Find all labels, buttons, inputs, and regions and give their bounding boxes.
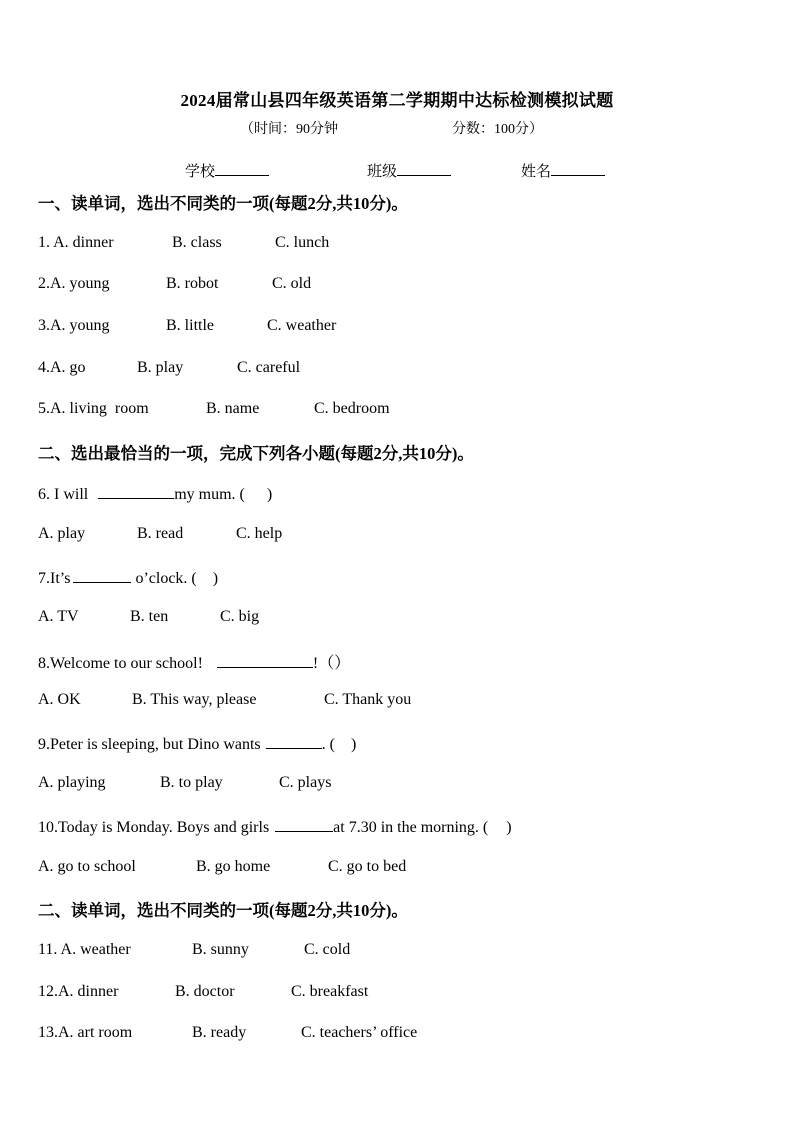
q10-stem-end: at 7.30 in the morning. ( [333, 819, 489, 836]
q1-option-b: B. class [172, 234, 222, 251]
q13-option-a: 13.A. art room [38, 1024, 133, 1041]
q10-option-b: B. go home [196, 858, 271, 875]
exam-title: 2024届常山县四年级英语第二学期期中达标检测模拟试题 [180, 91, 614, 110]
q3-option-c: C. weather [267, 317, 337, 334]
q1-option-c: C. lunch [275, 234, 330, 251]
q2-option-b: B. robot [166, 275, 219, 292]
score-info: 分数：100分） [452, 122, 543, 137]
q10-paren-close: ) [506, 819, 512, 836]
q12-option-b: B. doctor [175, 983, 235, 1000]
class-field[interactable] [367, 160, 451, 181]
q9-stem-end: . ( [321, 736, 335, 753]
q11-option-a: 11. A. weather [38, 941, 131, 958]
q7-paren-close: ) [212, 570, 219, 587]
q6-option-a: A. play [38, 525, 86, 542]
school-label: 学校 [185, 164, 216, 180]
q7-option-b: B. ten [130, 608, 169, 625]
question-7-stem [38, 567, 218, 588]
q3-option-b: B. little [166, 317, 214, 334]
q9-answer-blank[interactable] [266, 733, 322, 749]
q6-option-b: B. read [137, 525, 184, 542]
q9-option-b: B. to play [160, 774, 223, 791]
q8-option-c: C. Thank you [324, 691, 412, 708]
name-blank[interactable] [551, 161, 605, 176]
q2-option-c: C. old [272, 275, 312, 292]
q3-option-a: 3.A. young [38, 317, 110, 334]
q11-option-b: B. sunny [192, 941, 249, 958]
q1-option-a: 1. A. dinner [38, 234, 114, 251]
q2-option-a: 2.A. young [38, 275, 110, 292]
q6-paren-close: ) [266, 486, 273, 503]
q4-option-b: B. play [137, 359, 184, 376]
q10-option-a: A. go to school [38, 858, 136, 875]
section-heading-2: 二、选出最恰当的一项，完成下列各小题(每题2分,共10分)。 [38, 444, 474, 463]
q6-option-c: C. help [236, 525, 283, 542]
q10-stem-start: 10.Today is Monday. Boys and girls [38, 819, 270, 836]
q12-option-c: C. breakfast [291, 983, 369, 1000]
q7-option-a: A. TV [38, 608, 79, 625]
q6-stem-start: 6. I will [38, 486, 89, 503]
question-10-stem [38, 816, 512, 837]
question-9-stem [38, 733, 356, 754]
section-heading-1: 一、读单词，选出不同类的一项(每题2分,共10分)。 [38, 194, 408, 213]
q4-option-a: 4.A. go [38, 359, 86, 376]
class-blank[interactable] [397, 161, 451, 176]
q7-stem-end: o’clock. ( [135, 570, 197, 587]
name-label: 姓名 [521, 164, 552, 180]
q9-option-c: C. plays [279, 774, 332, 791]
q6-stem-end: my mum. ( [174, 486, 245, 503]
q5-option-b: B. name [206, 400, 260, 417]
q13-option-c: C. teachers’ office [301, 1024, 418, 1041]
q9-paren-close: ) [350, 736, 357, 753]
question-8-stem [38, 650, 350, 673]
q7-answer-blank[interactable] [73, 567, 131, 583]
time-info: （时间：90分钟 [240, 122, 338, 137]
q4-option-c: C. careful [237, 359, 301, 376]
school-field[interactable] [185, 160, 269, 181]
section-heading-3: 二、读单词，选出不同类的一项(每题2分,共10分)。 [38, 901, 408, 920]
q6-answer-blank[interactable] [98, 483, 174, 499]
q9-option-a: A. playing [38, 774, 106, 791]
q12-option-a: 12.A. dinner [38, 983, 119, 1000]
q8-option-b: B. This way, please [132, 691, 257, 708]
q8-option-a: A. OK [38, 691, 81, 708]
class-label: 班级 [367, 164, 398, 180]
q11-option-c: C. cold [304, 941, 351, 958]
name-field[interactable] [521, 160, 605, 181]
q5-option-c: C. bedroom [314, 400, 390, 417]
q8-stem-start: 8.Welcome to our school! [38, 655, 203, 672]
q8-stem-end: !（） [312, 655, 351, 672]
q7-option-c: C. big [220, 608, 260, 625]
q8-answer-blank[interactable] [217, 652, 313, 668]
school-blank[interactable] [215, 161, 269, 176]
q9-stem-start: 9.Peter is sleeping, but Dino wants [38, 736, 261, 753]
q10-answer-blank[interactable] [275, 816, 333, 832]
q10-option-c: C. go to bed [328, 858, 407, 875]
q7-stem-start: 7.It’s [38, 570, 71, 587]
question-6-stem [38, 483, 272, 504]
q13-option-b: B. ready [192, 1024, 247, 1041]
q5-option-a: 5.A. living room [38, 400, 149, 417]
